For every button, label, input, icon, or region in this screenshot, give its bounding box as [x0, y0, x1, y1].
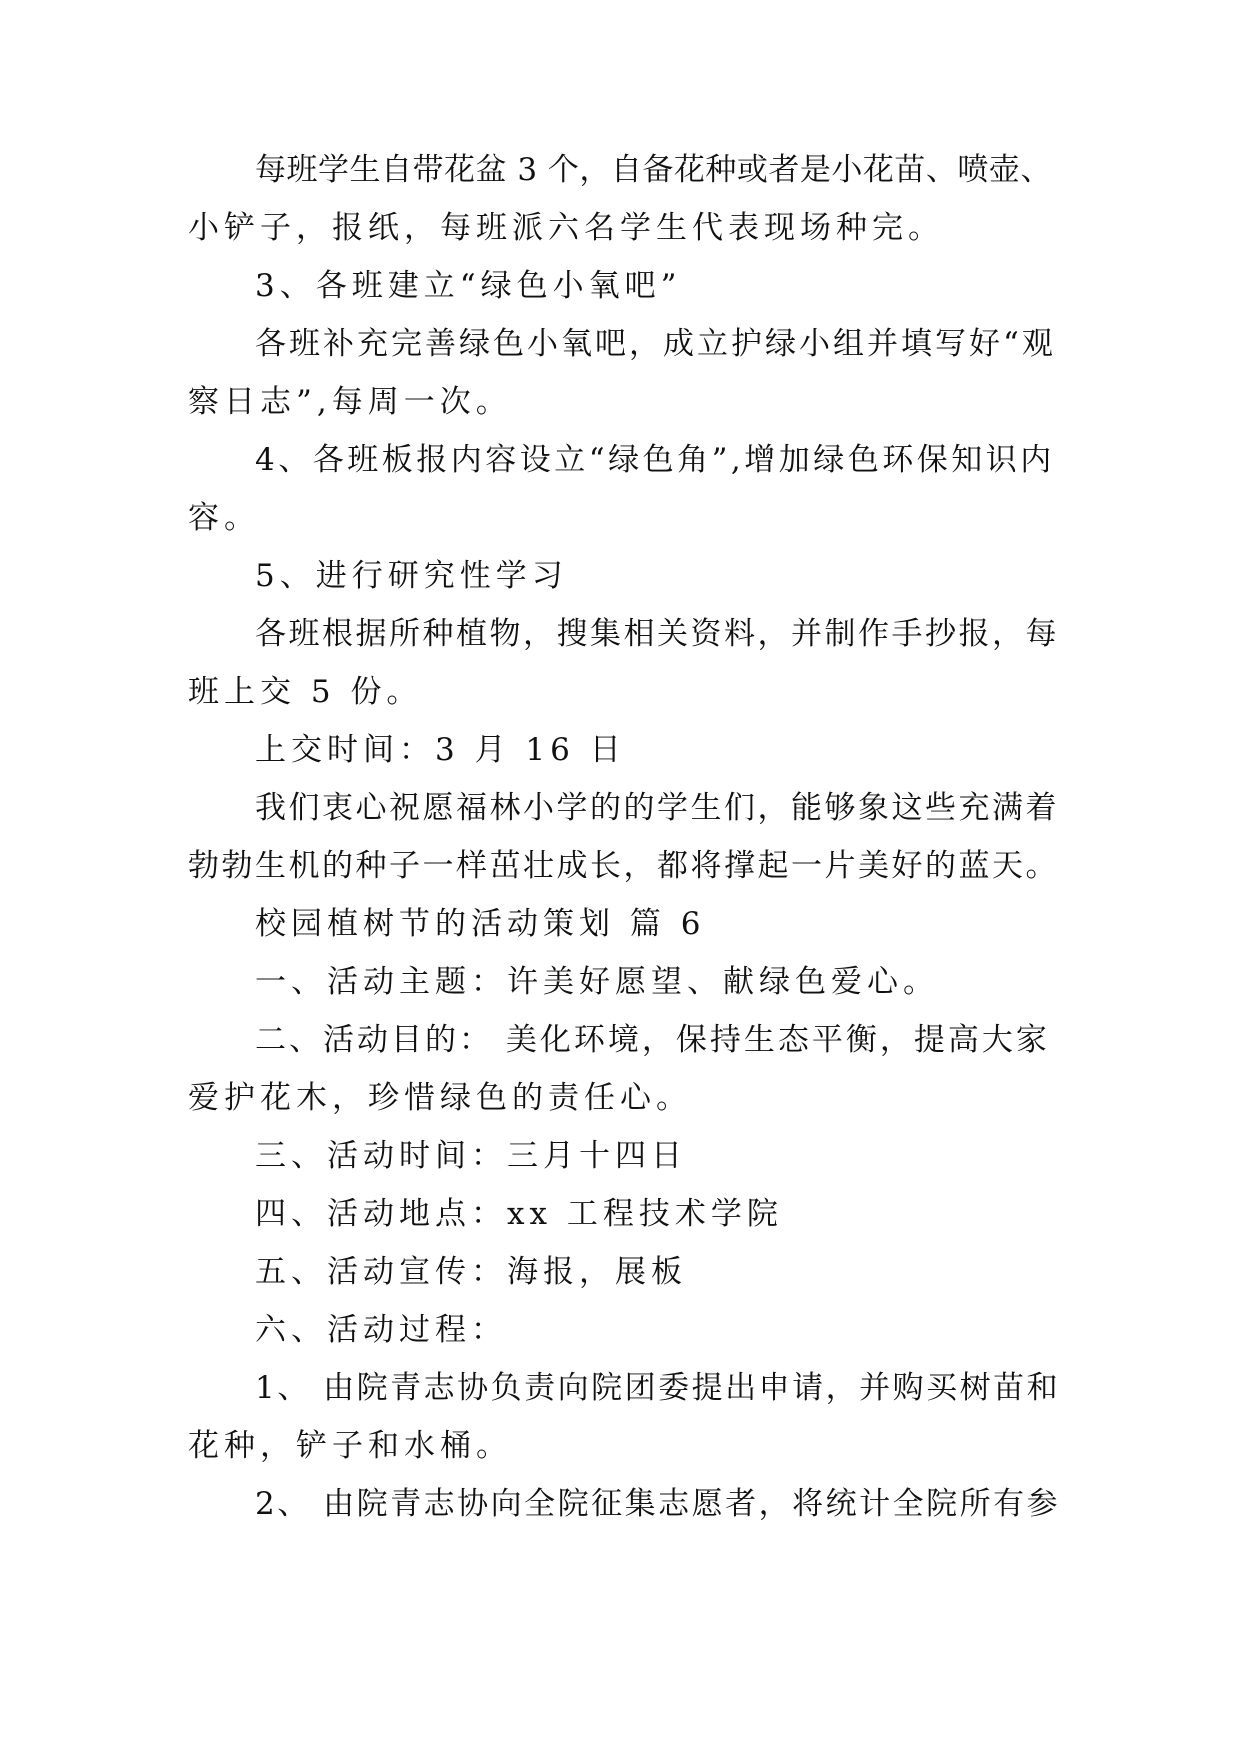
text-line: 各班补充完善绿色小氧吧，成立护绿小组并填写好“观: [255, 326, 1056, 362]
text-line: 一、活动主题：许美好愿望、献绿色爱心。: [255, 964, 939, 1000]
text-line: 班上交 5 份。: [188, 674, 423, 710]
text-line: 各班根据所种植物，搜集相关资料，并制作手抄报，每: [255, 616, 1059, 652]
text-line: 容。: [188, 500, 260, 536]
text-line: 爱护花木，珍惜绿色的责任心。: [188, 1080, 692, 1116]
text-line: 5、进行研究性学习: [255, 558, 568, 594]
text-line: 五、活动宣传：海报，展板: [255, 1254, 687, 1290]
text-line: 4、各班板报内容设立“绿色角”,增加绿色环保知识内: [255, 442, 1055, 478]
text-line: 每班学生自带花盆 3 个，自备花种或者是小花苗、喷壶、: [255, 152, 1052, 188]
text-line: 察日志”,每周一次。: [188, 384, 512, 420]
text-line: 二、活动目的： 美化环境，保持生态平衡，提高大家: [255, 1022, 1050, 1058]
text-line: 2、 由院青志协向全院征集志愿者，将统计全院所有参: [255, 1486, 1061, 1522]
text-line: 我们衷心祝愿福林小学的的学生们，能够象这些充满着: [255, 790, 1059, 826]
text-line: 小铲子，报纸，每班派六名学生代表现场种完。: [188, 210, 944, 246]
text-line: 四、活动地点：xx 工程技术学院: [255, 1196, 783, 1232]
text-line: 勃勃生机的种子一样茁壮成长，都将撑起一片美好的蓝天。: [188, 848, 1059, 884]
text-line: 三、活动时间：三月十四日: [255, 1138, 687, 1174]
text-line: 六、活动过程：: [255, 1312, 507, 1348]
text-line: 花种，铲子和水桶。: [188, 1428, 512, 1464]
text-line: 3、各班建立“绿色小氧吧”: [255, 268, 682, 304]
text-line: 上交时间：3 月 16 日: [255, 732, 626, 768]
text-line: 1、 由院青志协负责向院团委提出申请，并购买树苗和: [255, 1370, 1061, 1406]
section-heading: 校园植树节的活动策划 篇 6: [255, 906, 706, 942]
